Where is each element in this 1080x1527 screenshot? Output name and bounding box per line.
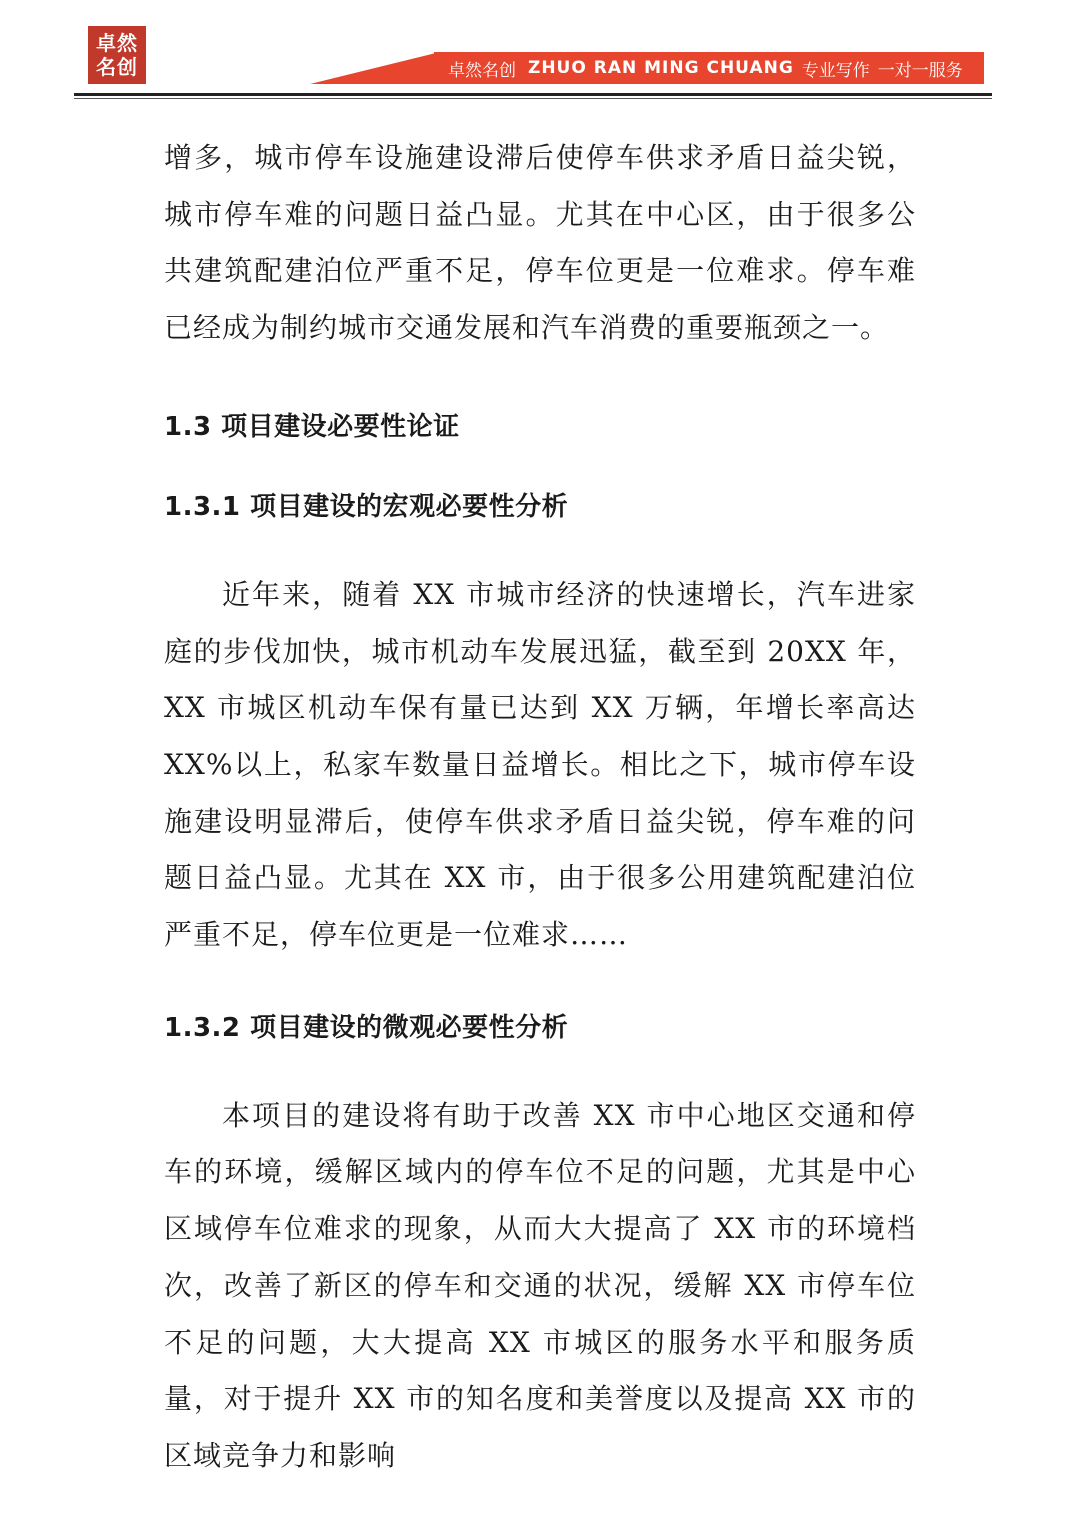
logo-text-bottom: 名创	[96, 55, 138, 79]
section-1-3-1-paragraph: 近年来，随着 XX 市城市经济的快速增长，汽车进家庭的步伐加快，城市机动车发展迅猛，截至到 20XX 年，XX 市城区机动车保有量已达到 XX 万辆，年增长率高达 XX%以上，私家车数量日益增长。相比之下，城市停车设施建设明显滞后，使停车供求矛盾日益尖锐，停车难的问题日益凸显。尤其在 XX 市，由于很多公用建筑配建泊位严重不足，停车位更是一位难求……	[164, 577, 916, 952]
document-body	[164, 130, 916, 1485]
brand-logo	[88, 26, 146, 84]
brand-slogan: 专业写作	[801, 60, 870, 81]
section-1-3-2-heading: 1.3.2 项目建设的微观必要性分析	[164, 1012, 569, 1043]
logo-text-top: 卓然	[96, 31, 138, 55]
header-divider-thin	[74, 98, 992, 99]
section-1-3-1-heading: 1.3.1 项目建设的宏观必要性分析	[164, 491, 569, 522]
brand-name-cn: 卓然名创	[448, 60, 516, 81]
brand-service: 一对一服务	[877, 60, 963, 81]
section-1-3-heading: 1.3 项目建设必要性论证	[164, 411, 460, 442]
brand-name-en: ZHUO RAN MING CHUANG	[528, 58, 794, 78]
brand-banner	[434, 52, 984, 84]
banner-wedge-decoration	[310, 52, 440, 84]
page-header	[0, 0, 1080, 100]
header-divider	[74, 93, 992, 96]
section-1-3-2-paragraph: 本项目的建设将有助于改善 XX 市中心地区交通和停车的环境，缓解区域内的停车位不足的问题，尤其是中心区域停车位难求的现象，从而大大提高了 XX 市的环境档次，改善了新区的停车和交通的状况，缓解 XX 市停车位不足的问题，大大提高 XX 市城区的服务水平和服务质量，对于提升 XX 市的知名度和美誉度以及提高 XX 市的区域竞争力和影响	[164, 1098, 916, 1472]
intro-paragraph: 增多，城市停车设施建设滞后使停车供求矛盾日益尖锐，城市停车难的问题日益凸显。尤其在中心区，由于很多公共建筑配建泊位严重不足，停车位更是一位难求。停车难已经成为制约城市交通发展和汽车消费的重要瓶颈之一。	[164, 141, 916, 345]
